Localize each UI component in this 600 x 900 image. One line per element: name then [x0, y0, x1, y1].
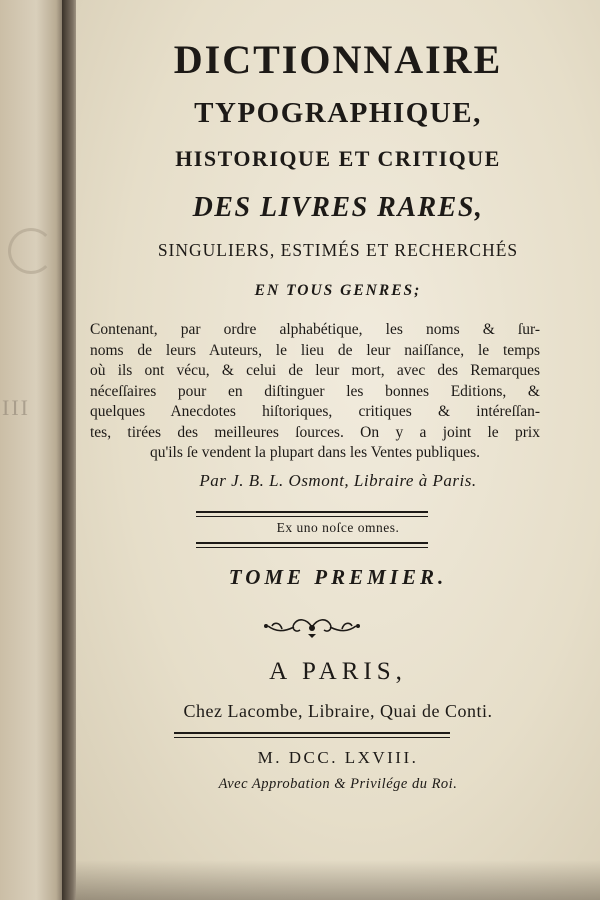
description-line: noms de leurs Auteurs, le lieu de leur naiſſance, le temps: [90, 341, 540, 359]
imprint-city: A PARIS,: [269, 658, 407, 685]
description-paragraph: [90, 320, 540, 464]
title-line-4: DES LIVRES RARES,: [192, 192, 484, 223]
title-line-5: SINGULIERS, ESTIMÉS ET RECHERCHÉS: [157, 240, 519, 260]
description-line: tes, tirées des meilleures ſources. On y a joint le prix: [90, 423, 540, 441]
title-page: [76, 0, 600, 900]
previous-page-edge: [0, 0, 66, 900]
bleed-through-letter: [8, 228, 54, 274]
description-line: néceſſaires pour en diſtinguer les bonnes Editions, &: [90, 382, 540, 400]
fleuron-ornament-icon: [262, 614, 362, 640]
title-line-3: HISTORIQUE ET CRITIQUE: [175, 146, 501, 171]
imprint-publisher: Chez Lacombe, Libraire, Quai de Conti.: [183, 701, 493, 721]
page-shadow: [76, 860, 600, 900]
title-line-6: EN TOUS GENRES;: [254, 282, 422, 299]
author-byline: Par J. B. L. Osmont, Libraire à Paris.: [199, 471, 477, 490]
description-line: Contenant, par ordre alphabétique, les noms & ſur-: [90, 321, 540, 338]
description-line: où ils ont vécu, & celui de leur mort, avec des Remarques: [90, 362, 540, 379]
description-line: qu'ils ſe vendent la plupart dans les Ventes publiques.: [149, 444, 481, 461]
volume-label: TOME PREMIER.: [228, 565, 448, 589]
title-line-2: TYPOGRAPHIQUE,: [194, 97, 482, 129]
privilege-statement: Avec Approbation & Privilége du Roi.: [218, 776, 458, 792]
title-main: DICTIONNAIRE: [173, 37, 503, 82]
imprint-date: M. DCC. LXVIII.: [257, 748, 419, 767]
divider-rule: [196, 511, 428, 517]
bleed-through-text: III: [2, 395, 30, 420]
description-line: quelques Anecdotes hiſtoriques, critiques & intéreſſan-: [90, 403, 540, 420]
motto: Ex uno noſce omnes.: [276, 520, 400, 535]
divider-rule: [174, 732, 450, 738]
divider-rule: [196, 542, 428, 548]
